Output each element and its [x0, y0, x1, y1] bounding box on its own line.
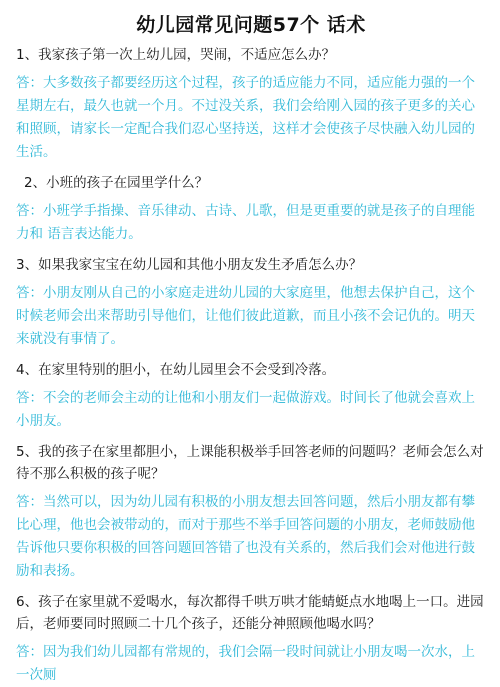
qa-item-3 [16, 254, 486, 351]
answer-text: 答：不会的老师会主动的让他和小朋友们一起做游戏。时间长了他就会喜欢上小朋友。 [16, 390, 475, 429]
question-text: 1、我家孩子第一次上幼儿园，哭闹，不适应怎么办？ [16, 47, 336, 63]
answer-text: 答：当然可以，因为幼儿园有积极的小朋友想去回答问题，然后小朋友都有攀比心理，他也会被带动的，而对于那些不举手回答问题的小朋友，老师鼓励他告诉他只要你积极的回答问题回答错了也没有关系的，然后我们会对他进行鼓励和表扬。 [16, 494, 475, 579]
page-title: 幼儿园常见问题57个 话术 [136, 14, 366, 36]
question-text: 5、我的孩子在家里都胆小，上课能积极举手回答老师的问题吗？老师会怎么对待不那么积极的孩子呢？ [16, 444, 484, 482]
qa-item-2 [16, 172, 486, 246]
question-text: 6、孩子在家里就不爱喝水，每次都得千哄万哄才能蜻蜓点水地喝上一口。进园后，老师要同时照顾二十几个孩子，还能分神照顾他喝水吗？ [16, 594, 484, 632]
qa-item-6 [16, 591, 486, 687]
qa-item-5 [16, 441, 486, 583]
qa-item-1 [16, 44, 486, 164]
qa-item-4 [16, 359, 486, 433]
answer-text: 答：小朋友刚从自己的小家庭走进幼儿园的大家庭里，他想去保护自己，这个时候老师会出来帮助引导他们，让他们彼此道歉，而且小孩不会记仇的。明天来就没有事情了。 [16, 285, 475, 347]
answer-text: 答：因为我们幼儿园都有常规的，我们会隔一段时间就让小朋友喝一次水，上一次厕 [16, 644, 475, 683]
question-text: 3、如果我家宝宝在幼儿园和其他小朋友发生矛盾怎么办？ [16, 257, 363, 273]
answer-text: 答：小班学手指操、音乐律动、古诗、儿歌，但是更重要的就是孩子的自理能力和 语言表达能力。 [16, 203, 475, 242]
question-text: 2、小班的孩子在园里学什么？ [24, 175, 209, 191]
answer-text: 答：大多数孩子都要经历这个过程，孩子的适应能力不同，适应能力强的一个星期左右，最久也就一个月。不过没关系，我们会给刚入园的孩子更多的关心和照顾，请家长一定配合我们忍心坚持送，这样才会使孩子尽快融入幼儿园的生活。 [16, 75, 475, 160]
question-text: 4、在家里特别的胆小，在幼儿园里会不会受到冷落。 [16, 362, 336, 378]
